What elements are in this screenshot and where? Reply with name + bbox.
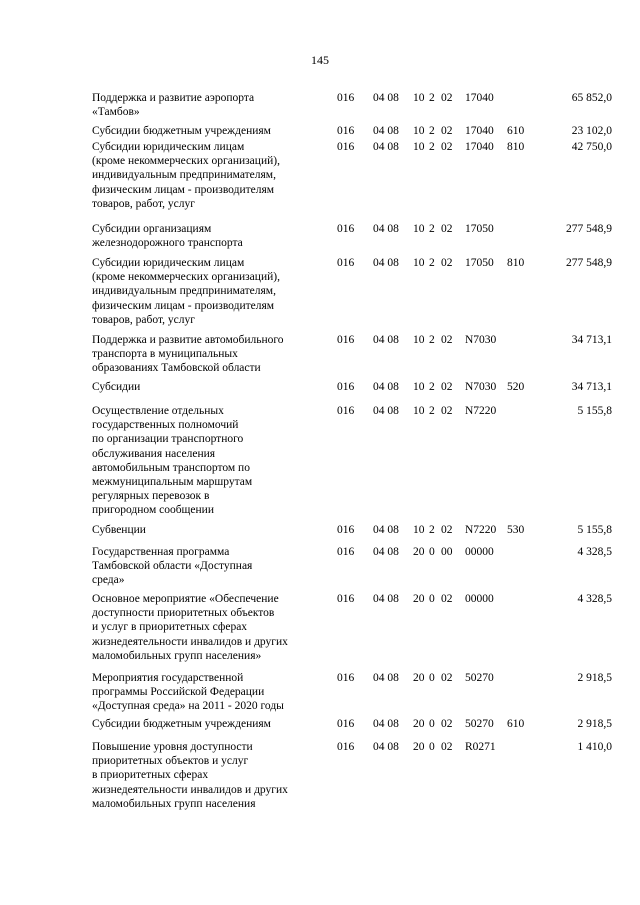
event-code: 02 [441,718,453,730]
item-name-line: индивидуальным предпринимателям, [92,285,276,298]
item-name-line: товаров, работ, услуг [92,197,195,210]
expense-type-code: 810 [507,257,525,269]
ministry-code: 016 [337,672,355,684]
program-code: 10 [413,334,425,346]
item-name-line: железнодорожного транспорта [92,237,243,250]
item-name [92,256,328,327]
section-code: 04 08 [373,381,399,393]
subprogram-code: 2 [429,334,435,346]
section-code: 04 08 [373,92,399,104]
item-name-line: «Тамбов» [92,106,140,119]
program-code: 20 [413,593,425,605]
item-name-line: Субсидии юридическим лицам [92,257,245,269]
item-name-line: Субсидии юридическим лицам [92,141,245,153]
item-name-line: Повышение уровня доступности [92,741,253,753]
item-name [92,545,328,588]
program-code: 10 [413,257,425,269]
event-code: 02 [441,381,453,393]
subprogram-code: 0 [429,546,435,558]
item-name [92,671,328,714]
section-code: 04 08 [373,741,399,753]
amount: 5 155,8 [577,405,612,417]
amount: 34 713,1 [571,334,612,346]
program-code: 10 [413,141,425,153]
direction-code: 50270 [465,718,494,730]
program-code: 20 [413,718,425,730]
item-name-line: Поддержка и развитие аэропорта [92,92,255,104]
item-name-line: автомобильным транспортом по [92,461,250,474]
direction-code: 17040 [465,141,494,153]
amount: 42 750,0 [571,141,612,153]
subprogram-code: 0 [429,672,435,684]
expense-type-code: 610 [507,125,525,137]
amount: 2 918,5 [577,718,612,730]
item-name [92,380,328,394]
item-name-line: доступности приоритетных объектов [92,607,275,620]
event-code: 02 [441,125,453,137]
event-code: 02 [441,524,453,536]
item-name-line: среда» [92,574,125,587]
program-code: 10 [413,125,425,137]
item-name-line: межмуниципальным маршрутам [92,476,253,489]
item-name-line: маломобильных групп населения» [92,649,262,662]
item-name-line: обслуживания населения [92,447,216,460]
item-name-line: Субсидии бюджетным учреждениям [92,718,271,730]
event-code: 02 [441,92,453,104]
ministry-code: 016 [337,92,355,104]
ministry-code: 016 [337,223,355,235]
item-name-line: регулярных перевозок в [92,490,210,503]
item-name [92,740,328,811]
program-code: 20 [413,741,425,753]
event-code: 02 [441,593,453,605]
direction-code: 00000 [465,593,494,605]
direction-code: N7220 [465,524,497,536]
event-code: 02 [441,672,453,684]
item-name-line: Осуществление отдельных [92,405,224,417]
section-code: 04 08 [373,405,399,417]
section-code: 04 08 [373,223,399,235]
expense-type-code: 530 [507,524,525,536]
program-code: 10 [413,405,425,417]
direction-code: 00000 [465,546,494,558]
item-name-line: товаров, работ, услуг [92,313,195,326]
subprogram-code: 2 [429,141,435,153]
subprogram-code: 2 [429,405,435,417]
item-name-line: Тамбовской области «Доступная [92,560,253,573]
ministry-code: 016 [337,546,355,558]
amount: 1 410,0 [577,741,612,753]
ministry-code: 016 [337,381,355,393]
ministry-code: 016 [337,334,355,346]
item-name-line: транспорта в муниципальных [92,348,238,361]
item-name-line: государственных полномочий [92,419,239,432]
item-name [92,333,328,376]
subprogram-code: 0 [429,718,435,730]
direction-code: 50270 [465,672,494,684]
item-name-line: жизнедеятельности инвалидов и других [92,783,288,796]
item-name [92,124,328,138]
item-name-line: Поддержка и развитие автомобильного [92,334,284,346]
section-code: 04 08 [373,257,399,269]
ministry-code: 016 [337,718,355,730]
item-name-line: (кроме некоммерческих организаций), [92,155,280,168]
event-code: 00 [441,546,453,558]
amount: 277 548,9 [566,223,612,235]
direction-code: 17050 [465,257,494,269]
item-name-line: «Доступная среда» на 2011 - 2020 годы [92,700,284,713]
program-code: 20 [413,546,425,558]
amount: 34 713,1 [571,381,612,393]
subprogram-code: 2 [429,223,435,235]
item-name-line: Субсидии бюджетным учреждениям [92,125,271,137]
ministry-code: 016 [337,741,355,753]
event-code: 02 [441,141,453,153]
subprogram-code: 2 [429,125,435,137]
subprogram-code: 0 [429,593,435,605]
ministry-code: 016 [337,257,355,269]
item-name [92,404,328,518]
amount: 2 918,5 [577,672,612,684]
event-code: 02 [441,405,453,417]
item-name-line: программы Российской Федерации [92,686,265,699]
direction-code: N7030 [465,381,497,393]
item-name-line: жизнедеятельности инвалидов и других [92,635,288,648]
event-code: 02 [441,334,453,346]
ministry-code: 016 [337,141,355,153]
section-code: 04 08 [373,718,399,730]
section-code: 04 08 [373,546,399,558]
ministry-code: 016 [337,125,355,137]
direction-code: 17040 [465,125,494,137]
expense-type-code: 520 [507,381,525,393]
subprogram-code: 2 [429,524,435,536]
section-code: 04 08 [373,141,399,153]
item-name [92,717,328,731]
item-name-line: приоритетных объектов и услуг [92,755,249,768]
amount: 4 328,5 [577,593,612,605]
item-name [92,523,328,537]
program-code: 10 [413,223,425,235]
program-code: 10 [413,92,425,104]
direction-code: 17040 [465,92,494,104]
amount: 4 328,5 [577,546,612,558]
expense-type-code: 810 [507,141,525,153]
item-name-line: Государственная программа [92,546,230,558]
item-name [92,91,328,119]
item-name-line: физическим лицам - производителям [92,183,275,196]
program-code: 10 [413,381,425,393]
amount: 5 155,8 [577,524,612,536]
page-number: 145 [311,53,329,67]
item-name [92,592,328,663]
subprogram-code: 0 [429,741,435,753]
section-code: 04 08 [373,334,399,346]
item-name-line: и услуг в приоритетных сферах [92,621,248,634]
section-code: 04 08 [373,593,399,605]
amount: 277 548,9 [566,257,612,269]
item-name-line: образованиях Тамбовской области [92,362,261,375]
expense-type-code: 610 [507,718,525,730]
item-name-line: в приоритетных сферах [92,769,209,782]
direction-code: 17050 [465,223,494,235]
program-code: 20 [413,672,425,684]
item-name-line: Субсидии организациям [92,223,212,235]
subprogram-code: 2 [429,381,435,393]
subprogram-code: 2 [429,92,435,104]
section-code: 04 08 [373,524,399,536]
item-name-line: индивидуальным предпринимателям, [92,169,276,182]
amount: 65 852,0 [571,92,612,104]
item-name-line: Мероприятия государственной [92,672,244,684]
item-name-line: по организации транспортного [92,433,244,446]
section-code: 04 08 [373,125,399,137]
direction-code: N7220 [465,405,497,417]
ministry-code: 016 [337,524,355,536]
ministry-code: 016 [337,593,355,605]
amount: 23 102,0 [571,125,612,137]
item-name-line: Основное мероприятие «Обеспечение [92,593,279,605]
program-code: 10 [413,524,425,536]
direction-code: N7030 [465,334,497,346]
ministry-code: 016 [337,405,355,417]
item-name-line: (кроме некоммерческих организаций), [92,271,280,284]
event-code: 02 [441,223,453,235]
item-name [92,222,328,250]
event-code: 02 [441,741,453,753]
item-name-line: физическим лицам - производителям [92,299,275,312]
section-code: 04 08 [373,672,399,684]
item-name-line: Субсидии [92,381,141,393]
item-name-line: пригородном сообщении [92,504,214,517]
event-code: 02 [441,257,453,269]
item-name [92,140,328,211]
direction-code: R0271 [465,741,496,753]
item-name-line: Субвенции [92,524,146,536]
subprogram-code: 2 [429,257,435,269]
item-name-line: маломобильных групп населения [92,797,256,810]
